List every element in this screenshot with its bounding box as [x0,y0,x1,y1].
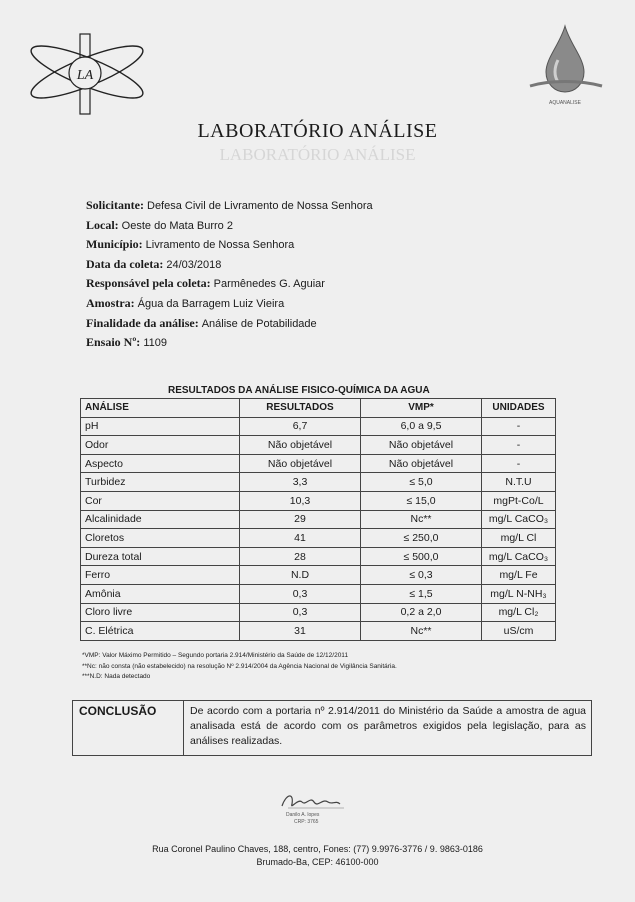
table-row [81,547,556,566]
info-row [86,255,373,275]
conclusion-divider [183,701,184,755]
header-vmp: VMP* [361,399,482,418]
cell-vmp: Não objetável [361,454,482,473]
header-resultados: RESULTADOS [240,399,361,418]
cell-vmp: ≤ 1,5 [361,584,482,603]
header-analise: ANÁLISE [81,399,240,418]
cell-analise: Dureza total [81,547,240,566]
table-row [81,529,556,548]
cell-vmp: 6,0 a 9,5 [361,417,482,436]
cell-resultado: 29 [240,510,361,529]
info-value: Parmênedes G. Aguiar [213,278,325,291]
info-row [86,216,373,236]
footnote-nc: **Nc: não consta (não estabelecido) na resolução Nº 2.914/2004 da Agência Nacional de Vigilância Sanitária. [82,662,397,670]
info-value: Defesa Civil de Livramento de Nossa Senhora [147,200,373,212]
footer-line-1: Rua Coronel Paulino Chaves, 188, centro, Fones: (77) 9.9976-3776 / 9. 9863-0186 [152,844,483,854]
info-row [86,333,373,353]
results-table [80,398,556,641]
signature-block [268,788,358,832]
footer-address [0,843,635,869]
cell-unidade: - [482,436,556,455]
table-row [81,622,556,641]
cell-analise: C. Elétrica [81,622,240,641]
aquanalise-caption: AQUANALISE [549,100,581,106]
cell-vmp: Nc** [361,622,482,641]
cell-resultado: 28 [240,547,361,566]
cell-resultado: N.D [240,566,361,585]
table-row [81,603,556,622]
cell-vmp: 0,2 a 2,0 [361,603,482,622]
cell-resultado: 10,3 [240,491,361,510]
aquanalise-logo [520,20,610,110]
cell-resultado: Não objetável [240,454,361,473]
info-row [86,235,373,255]
water-drop-icon [520,20,610,100]
cell-resultado: Não objetável [240,436,361,455]
conclusion-box [72,700,592,756]
info-label: Responsável pela coleta: [86,276,211,291]
footer-line-2: Brumado-Ba, CEP: 46100-000 [256,857,379,867]
page-title: LABORATÓRIO ANÁLISE [197,120,438,142]
cell-unidade: mg/L Cl [482,529,556,548]
cell-vmp: Nc** [361,510,482,529]
sample-info [86,196,373,353]
cell-vmp: ≤ 0,3 [361,566,482,585]
cell-analise: Cor [81,491,240,510]
info-value: 1109 [143,337,167,350]
cell-unidade: mg/L N-NH₃ [482,584,556,603]
logo-letters: LA [76,68,94,83]
cell-resultado: 0,3 [240,603,361,622]
cell-unidade: uS/cm [482,622,556,641]
info-row [86,314,373,334]
cell-analise: Aspecto [81,454,240,473]
info-value: Água da Barragem Luiz Vieira [137,297,285,310]
info-value: 24/03/2018 [166,258,222,271]
table-row [81,454,556,473]
info-value: Livramento de Nossa Senhora [145,239,295,252]
cell-unidade: mg/L CaCO₃ [482,510,556,529]
lab-logo-icon [22,28,152,118]
table-row [81,491,556,510]
cell-analise: Odor [81,436,240,455]
cell-analise: Turbidez [81,473,240,492]
info-label: Município: [86,237,143,252]
info-value: Análise de Potabilidade [201,317,317,330]
cell-vmp: ≤ 500,0 [361,547,482,566]
table-row [81,566,556,585]
results-table-title: RESULTADOS DA ANÁLISE FISICO-QUÍMICA DA AGUA [168,385,430,396]
info-label: Data da coleta: [86,256,164,271]
cell-vmp: ≤ 250,0 [361,529,482,548]
info-row [86,196,373,216]
cell-resultado: 3,3 [240,473,361,492]
signature-crp: CRP: 3765 [294,819,319,825]
info-label: Amostra: [86,295,135,310]
cell-unidade: N.T.U [482,473,556,492]
cell-analise: Ferro [81,566,240,585]
cell-vmp: ≤ 5,0 [361,473,482,492]
cell-unidade: mg/L Cl₂ [482,603,556,622]
bleed-through-title: LABORATÓRIO ANÁLISE [219,145,416,164]
info-row [86,294,373,314]
info-value: Oeste do Mata Burro 2 [121,219,233,232]
cell-resultado: 6,7 [240,417,361,436]
cell-unidade: mg/L Fe [482,566,556,585]
info-label: Finalidade da análise: [86,315,199,330]
cell-resultado: 0,3 [240,584,361,603]
signature-icon [268,788,358,814]
table-row [81,436,556,455]
table-row [81,417,556,436]
table-header-row [81,399,556,418]
conclusion-text: De acordo com a portaria nº 2.914/2011 do Ministério da Saúde a amostra de agua analisada está de acordo com os parâmetros exigidos pela legislação, para as análises realizadas. [190,705,586,747]
footnote-nd: ***N.D: Nada detectado [82,673,151,680]
cell-analise: pH [81,417,240,436]
cell-resultado: 41 [240,529,361,548]
conclusion-label: CONCLUSÃO [79,704,157,718]
footnote-vmp: *VMP: Valor Máximo Permitido – Segundo portaria 2.914/Ministério da Saúde de 12/12/2011 [82,652,349,659]
signature-name: Danilo A. lopes [286,812,320,818]
table-footnotes [82,651,397,683]
table-row [81,510,556,529]
header-unidades: UNIDADES [482,399,556,418]
info-label: Ensaio Nº: [86,335,141,350]
cell-vmp: ≤ 15,0 [361,491,482,510]
cell-unidade: - [482,454,556,473]
cell-analise: Cloretos [81,529,240,548]
info-row [86,274,373,294]
cell-unidade: mgPt-Co/L [482,491,556,510]
cell-analise: Cloro livre [81,603,240,622]
info-label: Solicitante: [86,198,144,212]
table-row [81,584,556,603]
cell-analise: Amônia [81,584,240,603]
cell-resultado: 31 [240,622,361,641]
info-label: Local: [86,217,119,232]
table-row [81,473,556,492]
cell-unidade: - [482,417,556,436]
cell-analise: Alcalinidade [81,510,240,529]
cell-vmp: Não objetável [361,436,482,455]
cell-unidade: mg/L CaCO₃ [482,547,556,566]
